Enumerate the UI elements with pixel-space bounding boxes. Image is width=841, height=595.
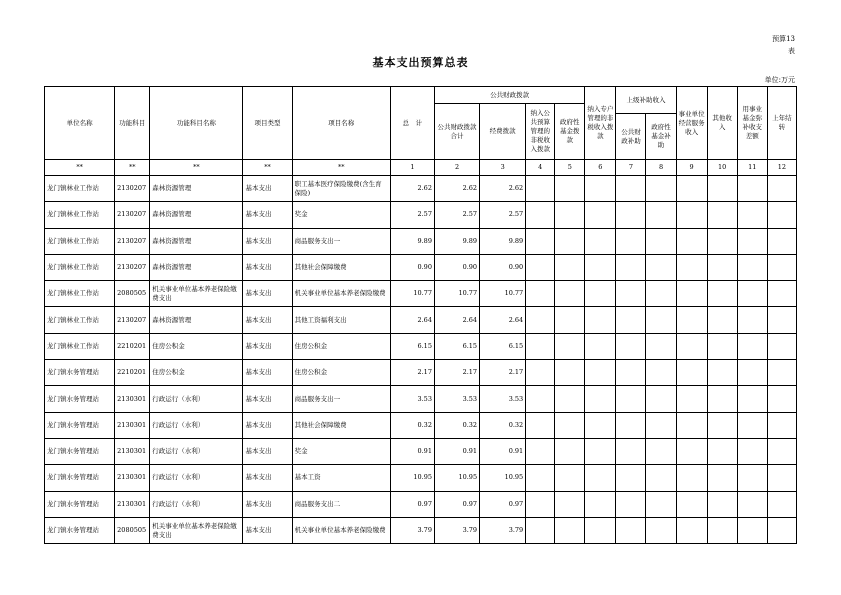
cell-public-total: 2.62 (434, 176, 479, 202)
cell-empty (767, 228, 796, 254)
cell-empty (616, 438, 646, 464)
header-gov-fund: 政府性基金拨款 (555, 104, 585, 160)
cell-project-name: 机关事业单位基本养老保险缴费 (292, 281, 390, 307)
cell-empty (767, 333, 796, 359)
cell-empty (707, 176, 737, 202)
cell-func-name: 住房公积金 (150, 333, 243, 359)
cell-empty (707, 465, 737, 491)
cell-total: 3.53 (390, 386, 434, 412)
cell-func-name: 行政运行（水利） (150, 465, 243, 491)
cell-public-total: 0.91 (434, 438, 479, 464)
cell-unit-name: 龙门镇水务管理站 (45, 438, 115, 464)
index-cell: ** (292, 160, 390, 176)
cell-total: 0.97 (390, 491, 434, 517)
cell-empty (526, 517, 555, 543)
table-body (45, 176, 797, 544)
cell-public-total: 0.90 (434, 254, 479, 280)
cell-empty (707, 333, 737, 359)
cell-func-code: 2130301 (115, 491, 150, 517)
cell-empty (526, 281, 555, 307)
index-cell: ** (243, 160, 292, 176)
cell-project-name: 奖金 (292, 202, 390, 228)
cell-empty (676, 491, 707, 517)
cell-public-total: 3.53 (434, 386, 479, 412)
cell-empty (585, 360, 616, 386)
cell-project-name: 基本工资 (292, 465, 390, 491)
cell-empty (646, 202, 676, 228)
cell-empty (616, 517, 646, 543)
cell-func-name: 行政运行（水利） (150, 491, 243, 517)
cell-empty (616, 176, 646, 202)
cell-project-name: 机关事业单位基本养老保险缴费 (292, 517, 390, 543)
cell-project-name: 商品服务支出二 (292, 491, 390, 517)
cell-funding: 2.17 (480, 360, 526, 386)
cell-empty (555, 307, 585, 333)
cell-empty (767, 386, 796, 412)
cell-empty (555, 465, 585, 491)
cell-empty (707, 254, 737, 280)
table-row (45, 412, 797, 438)
index-cell: 5 (555, 160, 585, 176)
cell-func-name: 森林资源管理 (150, 254, 243, 280)
cell-empty (767, 176, 796, 202)
table-row (45, 465, 797, 491)
cell-empty (585, 517, 616, 543)
cell-empty (526, 176, 555, 202)
cell-empty (767, 517, 796, 543)
cell-empty (676, 465, 707, 491)
cell-empty (737, 202, 767, 228)
cell-total: 0.90 (390, 254, 434, 280)
cell-unit-name: 龙门镇林业工作站 (45, 176, 115, 202)
index-cell: ** (150, 160, 243, 176)
form-number-line2: 表 (788, 47, 795, 55)
cell-empty (707, 360, 737, 386)
cell-empty (585, 202, 616, 228)
cell-empty (646, 412, 676, 438)
table-row (45, 360, 797, 386)
table-row (45, 491, 797, 517)
budget-table (44, 86, 797, 544)
cell-empty (767, 438, 796, 464)
cell-funding: 10.77 (480, 281, 526, 307)
cell-empty (646, 438, 676, 464)
cell-unit-name: 龙门镇水务管理站 (45, 465, 115, 491)
cell-empty (555, 438, 585, 464)
header-func-name: 功能科目名称 (150, 87, 243, 160)
index-cell: 11 (737, 160, 767, 176)
cell-empty (555, 333, 585, 359)
table-row (45, 254, 797, 280)
cell-empty (737, 176, 767, 202)
cell-empty (646, 517, 676, 543)
cell-unit-name: 龙门镇林业工作站 (45, 202, 115, 228)
cell-project-type: 基本支出 (243, 412, 292, 438)
cell-func-name: 行政运行（水利） (150, 386, 243, 412)
cell-empty (707, 517, 737, 543)
cell-total: 9.89 (390, 228, 434, 254)
cell-total: 2.57 (390, 202, 434, 228)
cell-public-total: 2.64 (434, 307, 479, 333)
cell-public-total: 10.95 (434, 465, 479, 491)
cell-empty (585, 386, 616, 412)
cell-empty (676, 333, 707, 359)
cell-func-code: 2210201 (115, 333, 150, 359)
cell-empty (526, 333, 555, 359)
cell-empty (646, 254, 676, 280)
cell-empty (616, 386, 646, 412)
cell-empty (616, 412, 646, 438)
cell-empty (676, 386, 707, 412)
cell-total: 10.77 (390, 281, 434, 307)
cell-func-name: 森林资源管理 (150, 202, 243, 228)
index-cell: ** (115, 160, 150, 176)
cell-public-total: 2.57 (434, 202, 479, 228)
cell-empty (526, 465, 555, 491)
cell-project-type: 基本支出 (243, 438, 292, 464)
cell-project-type: 基本支出 (243, 360, 292, 386)
cell-empty (676, 438, 707, 464)
cell-empty (555, 176, 585, 202)
cell-empty (616, 254, 646, 280)
cell-unit-name: 龙门镇水务管理站 (45, 491, 115, 517)
cell-empty (526, 307, 555, 333)
cell-project-name: 奖金 (292, 438, 390, 464)
cell-funding: 10.95 (480, 465, 526, 491)
table-row (45, 307, 797, 333)
cell-empty (616, 360, 646, 386)
cell-project-type: 基本支出 (243, 465, 292, 491)
cell-empty (616, 307, 646, 333)
cell-func-name: 机关事业单位基本养老保险缴费支出 (150, 281, 243, 307)
cell-project-name: 其他社会保障缴费 (292, 412, 390, 438)
cell-func-code: 2080505 (115, 281, 150, 307)
cell-total: 2.64 (390, 307, 434, 333)
cell-empty (737, 281, 767, 307)
cell-empty (767, 254, 796, 280)
header-funding: 经费拨款 (480, 104, 526, 160)
cell-empty (707, 491, 737, 517)
cell-empty (526, 254, 555, 280)
cell-empty (707, 307, 737, 333)
cell-public-total: 2.17 (434, 360, 479, 386)
cell-empty (707, 412, 737, 438)
index-cell: 2 (434, 160, 479, 176)
header-special-account: 纳入专户管理的非税收入拨款 (585, 87, 616, 160)
cell-func-code: 2130301 (115, 465, 150, 491)
cell-total: 2.17 (390, 360, 434, 386)
cell-total: 6.15 (390, 333, 434, 359)
cell-total: 0.91 (390, 438, 434, 464)
cell-empty (737, 517, 767, 543)
index-cell: 10 (707, 160, 737, 176)
cell-funding: 0.90 (480, 254, 526, 280)
cell-empty (767, 465, 796, 491)
table-row (45, 333, 797, 359)
cell-func-name: 行政运行（水利） (150, 438, 243, 464)
cell-empty (555, 386, 585, 412)
cell-empty (767, 360, 796, 386)
cell-empty (707, 202, 737, 228)
cell-empty (526, 438, 555, 464)
header-func-code: 功能科目 (115, 87, 150, 160)
cell-empty (585, 491, 616, 517)
cell-unit-name: 龙门镇林业工作站 (45, 307, 115, 333)
header-unit-name: 单位名称 (45, 87, 115, 160)
cell-empty (676, 307, 707, 333)
form-number-line1: 预算13 (772, 35, 795, 43)
table-row (45, 517, 797, 543)
header-superior-public: 公共财政补助 (616, 114, 646, 160)
cell-funding: 0.32 (480, 412, 526, 438)
table-row (45, 228, 797, 254)
cell-empty (526, 360, 555, 386)
cell-empty (616, 491, 646, 517)
cell-funding: 2.64 (480, 307, 526, 333)
cell-func-code: 2130207 (115, 254, 150, 280)
cell-unit-name: 龙门镇林业工作站 (45, 228, 115, 254)
cell-project-type: 基本支出 (243, 333, 292, 359)
cell-empty (646, 491, 676, 517)
cell-public-total: 9.89 (434, 228, 479, 254)
cell-empty (767, 412, 796, 438)
cell-empty (585, 176, 616, 202)
cell-func-name: 森林资源管理 (150, 176, 243, 202)
cell-empty (737, 438, 767, 464)
cell-empty (646, 333, 676, 359)
index-cell: 3 (480, 160, 526, 176)
cell-empty (616, 228, 646, 254)
cell-empty (585, 333, 616, 359)
cell-empty (555, 254, 585, 280)
cell-empty (737, 254, 767, 280)
cell-funding: 0.97 (480, 491, 526, 517)
index-cell: 9 (676, 160, 707, 176)
cell-total: 3.79 (390, 517, 434, 543)
cell-empty (737, 307, 767, 333)
cell-func-code: 2130207 (115, 202, 150, 228)
cell-empty (526, 228, 555, 254)
cell-empty (676, 281, 707, 307)
cell-empty (737, 228, 767, 254)
cell-project-type: 基本支出 (243, 228, 292, 254)
cell-unit-name: 龙门镇水务管理站 (45, 360, 115, 386)
cell-empty (555, 202, 585, 228)
cell-public-total: 6.15 (434, 333, 479, 359)
table-row (45, 281, 797, 307)
cell-empty (737, 491, 767, 517)
header-operating-income: 事业单位经营服务收入 (676, 87, 707, 160)
cell-public-total: 10.77 (434, 281, 479, 307)
cell-project-name: 其他工资福利支出 (292, 307, 390, 333)
cell-project-type: 基本支出 (243, 491, 292, 517)
cell-funding: 9.89 (480, 228, 526, 254)
cell-empty (676, 228, 707, 254)
cell-empty (646, 228, 676, 254)
table-row (45, 202, 797, 228)
cell-empty (707, 228, 737, 254)
cell-public-total: 0.32 (434, 412, 479, 438)
cell-func-code: 2130301 (115, 386, 150, 412)
cell-funding: 2.62 (480, 176, 526, 202)
cell-empty (676, 360, 707, 386)
cell-project-name: 其他社会保障缴费 (292, 254, 390, 280)
cell-empty (737, 333, 767, 359)
cell-func-code: 2130207 (115, 228, 150, 254)
cell-func-name: 森林资源管理 (150, 228, 243, 254)
cell-empty (646, 176, 676, 202)
cell-func-name: 行政运行（水利） (150, 412, 243, 438)
cell-project-type: 基本支出 (243, 517, 292, 543)
cell-empty (707, 281, 737, 307)
header-public-finance-group: 公共财政拨款 (434, 87, 584, 104)
cell-funding: 3.79 (480, 517, 526, 543)
cell-public-total: 0.97 (434, 491, 479, 517)
cell-unit-name: 龙门镇林业工作站 (45, 281, 115, 307)
cell-func-code: 2130301 (115, 438, 150, 464)
table-row (45, 386, 797, 412)
index-cell: 1 (390, 160, 434, 176)
cell-empty (707, 386, 737, 412)
cell-empty (676, 254, 707, 280)
index-cell: ** (45, 160, 115, 176)
cell-empty (526, 491, 555, 517)
cell-unit-name: 龙门镇林业工作站 (45, 254, 115, 280)
cell-empty (555, 491, 585, 517)
cell-project-type: 基本支出 (243, 307, 292, 333)
cell-project-name: 商品服务支出一 (292, 228, 390, 254)
index-cell: 6 (585, 160, 616, 176)
cell-empty (767, 491, 796, 517)
cell-empty (616, 281, 646, 307)
cell-empty (737, 386, 767, 412)
cell-project-name: 商品服务支出一 (292, 386, 390, 412)
cell-funding: 6.15 (480, 333, 526, 359)
cell-project-name: 住房公积金 (292, 333, 390, 359)
cell-project-name: 住房公积金 (292, 360, 390, 386)
cell-empty (646, 307, 676, 333)
cell-empty (646, 281, 676, 307)
cell-total: 0.32 (390, 412, 434, 438)
cell-empty (676, 176, 707, 202)
cell-empty (526, 202, 555, 228)
cell-empty (555, 412, 585, 438)
header-superior-gov-fund: 政府性基金补助 (646, 114, 676, 160)
header-nontax: 纳入公共预算管理的非税收入拨款 (526, 104, 555, 160)
cell-empty (676, 202, 707, 228)
cell-empty (646, 360, 676, 386)
cell-empty (585, 465, 616, 491)
cell-empty (555, 517, 585, 543)
page-title: 基本支出预算总表 (372, 56, 469, 69)
cell-empty (646, 386, 676, 412)
cell-empty (676, 517, 707, 543)
cell-project-type: 基本支出 (243, 386, 292, 412)
cell-empty (737, 465, 767, 491)
cell-empty (767, 202, 796, 228)
cell-empty (585, 254, 616, 280)
cell-empty (676, 412, 707, 438)
index-cell: 4 (526, 160, 555, 176)
cell-project-type: 基本支出 (243, 281, 292, 307)
cell-empty (555, 281, 585, 307)
cell-public-total: 3.79 (434, 517, 479, 543)
cell-unit-name: 龙门镇水务管理站 (45, 386, 115, 412)
cell-func-code: 2130207 (115, 307, 150, 333)
cell-empty (555, 228, 585, 254)
cell-project-type: 基本支出 (243, 202, 292, 228)
cell-total: 10.95 (390, 465, 434, 491)
cell-empty (526, 386, 555, 412)
cell-func-code: 2210201 (115, 360, 150, 386)
cell-empty (707, 438, 737, 464)
cell-empty (616, 465, 646, 491)
header-project-name: 项目名称 (292, 87, 390, 160)
header-public-total: 公共财政拨款合计 (434, 104, 479, 160)
table-row (45, 438, 797, 464)
cell-empty (585, 228, 616, 254)
cell-empty (585, 438, 616, 464)
unit-label: 单位:万元 (764, 76, 795, 84)
cell-empty (585, 307, 616, 333)
cell-empty (646, 465, 676, 491)
cell-empty (585, 412, 616, 438)
cell-empty (585, 281, 616, 307)
cell-func-name: 住房公积金 (150, 360, 243, 386)
cell-empty (616, 202, 646, 228)
cell-funding: 0.91 (480, 438, 526, 464)
cell-empty (767, 281, 796, 307)
index-cell: 7 (616, 160, 646, 176)
cell-empty (737, 360, 767, 386)
cell-project-type: 基本支出 (243, 254, 292, 280)
cell-project-name: 职工基本医疗保险缴费(含生育保险) (292, 176, 390, 202)
header-reserve-fund: 用事业基金弥补收支差额 (737, 87, 767, 160)
table-row (45, 176, 797, 202)
cell-funding: 3.53 (480, 386, 526, 412)
header-carryover: 上年结转 (767, 87, 796, 160)
header-superior-subsidy-group: 上级补助收入 (616, 87, 676, 114)
header-project-type: 项目类型 (243, 87, 292, 160)
cell-empty (555, 360, 585, 386)
index-cell: 12 (767, 160, 796, 176)
cell-empty (767, 307, 796, 333)
cell-unit-name: 龙门镇水务管理站 (45, 412, 115, 438)
cell-empty (526, 412, 555, 438)
index-cell: 8 (646, 160, 676, 176)
cell-unit-name: 龙门镇林业工作站 (45, 333, 115, 359)
header-total: 总 计 (390, 87, 434, 160)
cell-total: 2.62 (390, 176, 434, 202)
cell-empty (737, 412, 767, 438)
header-other-income: 其他收入 (707, 87, 737, 160)
cell-empty (616, 333, 646, 359)
cell-funding: 2.57 (480, 202, 526, 228)
cell-func-code: 2080505 (115, 517, 150, 543)
cell-unit-name: 龙门镇水务管理站 (45, 517, 115, 543)
cell-func-name: 机关事业单位基本养老保险缴费支出 (150, 517, 243, 543)
cell-func-name: 森林资源管理 (150, 307, 243, 333)
column-index-row (45, 160, 797, 176)
cell-func-code: 2130301 (115, 412, 150, 438)
cell-project-type: 基本支出 (243, 176, 292, 202)
cell-func-code: 2130207 (115, 176, 150, 202)
